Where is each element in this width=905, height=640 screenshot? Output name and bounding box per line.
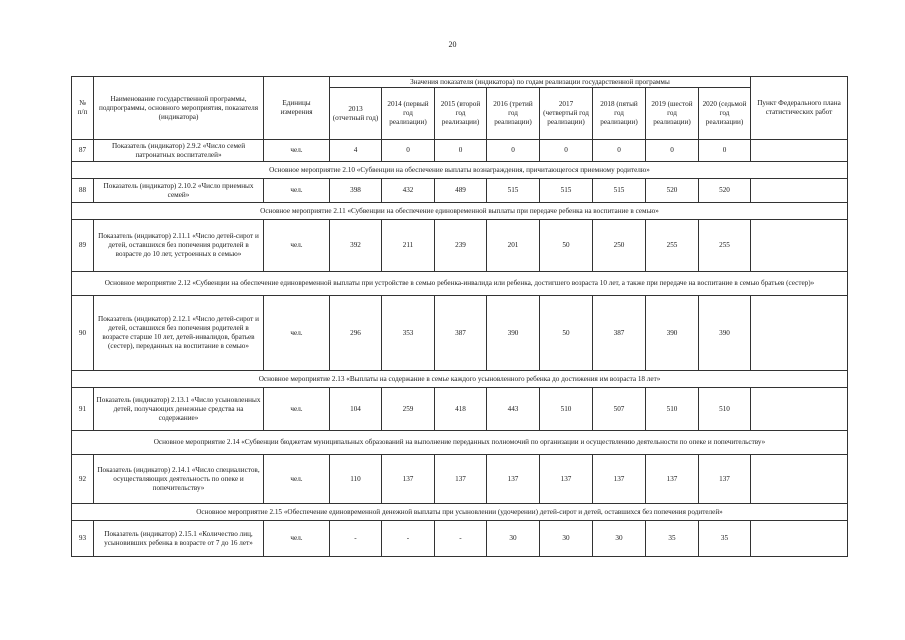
value-cell: 4	[330, 140, 382, 162]
header-year: 2013 (отчетный год)	[330, 88, 382, 140]
value-cell: 137	[699, 455, 751, 504]
value-cell: 30	[593, 521, 646, 557]
value-cell: 255	[699, 220, 751, 272]
section-title: Основное мероприятие 2.14 «Субвенции бюджетам муниципальных образований на выполнение переданных полномочий по организации и осуществлению деятельности по опеке и попечительству»	[72, 431, 848, 455]
value-cell: 110	[330, 455, 382, 504]
header-year: 2018 (пятый год реализации)	[593, 88, 646, 140]
value-cell: 35	[646, 521, 699, 557]
value-cell: 104	[330, 388, 382, 431]
value-cell: 398	[330, 179, 382, 203]
value-cell: -	[435, 521, 487, 557]
value-cell: 137	[382, 455, 435, 504]
unit: чел.	[264, 388, 330, 431]
header-values-group: Значения показателя (индикатора) по годам реализации государственной программы	[330, 77, 751, 88]
value-cell: 137	[487, 455, 540, 504]
section-title: Основное мероприятие 2.12 «Субвенции на обеспечение единовременной выплаты при устройстве в семью ребенка-инвалида или ребенка, достигшего возраста 10 лет, а также при передаче на воспитание в семью братьев (сестер)»	[72, 272, 848, 296]
unit: чел.	[264, 220, 330, 272]
value-cell: 515	[593, 179, 646, 203]
value-cell: 211	[382, 220, 435, 272]
header-year: 2020 (седьмой год реализации)	[699, 88, 751, 140]
value-cell: 137	[593, 455, 646, 504]
row-number: 87	[72, 140, 94, 162]
value-cell: 515	[487, 179, 540, 203]
value-cell: 137	[646, 455, 699, 504]
plan-point-cell	[751, 521, 848, 557]
table-row	[72, 521, 848, 557]
value-cell: 30	[487, 521, 540, 557]
plan-point-cell	[751, 296, 848, 371]
value-cell: 201	[487, 220, 540, 272]
value-cell: 296	[330, 296, 382, 371]
section-row	[72, 431, 848, 455]
header-year: 2015 (второй год реализации)	[435, 88, 487, 140]
value-cell: 50	[540, 220, 593, 272]
value-cell: 259	[382, 388, 435, 431]
header-year: 2019 (шестой год реализации)	[646, 88, 699, 140]
row-number: 90	[72, 296, 94, 371]
value-cell: 0	[593, 140, 646, 162]
value-cell: 0	[646, 140, 699, 162]
value-cell: 137	[435, 455, 487, 504]
header-year: 2016 (третий год реализации)	[487, 88, 540, 140]
indicator-name: Показатель (индикатор) 2.11.1 «Число детей-сирот и детей, оставшихся без попечения родителей в возрасте до 10 лет, устроенных в семью»	[94, 220, 264, 272]
row-number: 88	[72, 179, 94, 203]
table-row	[72, 179, 848, 203]
table-row	[72, 220, 848, 272]
section-title: Основное мероприятие 2.13 «Выплаты на содержание в семье каждого усыновленного ребенка до достижения им возраста 18 лет»	[72, 371, 848, 388]
section-row	[72, 162, 848, 179]
value-cell: 520	[646, 179, 699, 203]
section-row	[72, 203, 848, 220]
header-unit: Единицы измерения	[264, 77, 330, 140]
plan-point-cell	[751, 179, 848, 203]
row-number: 89	[72, 220, 94, 272]
indicator-name: Показатель (индикатор) 2.14.1 «Число специалистов, осуществляющих деятельность по опеке и попечительству»	[94, 455, 264, 504]
page-number: 20	[448, 40, 457, 49]
plan-point-cell	[751, 388, 848, 431]
value-cell: -	[382, 521, 435, 557]
row-number: 91	[72, 388, 94, 431]
header-year: 2017 (четвертый год реализации)	[540, 88, 593, 140]
header-row	[72, 77, 848, 88]
value-cell: 0	[699, 140, 751, 162]
row-number: 93	[72, 521, 94, 557]
value-cell: 137	[540, 455, 593, 504]
value-cell: 250	[593, 220, 646, 272]
value-cell: 520	[699, 179, 751, 203]
indicator-table	[71, 76, 848, 557]
unit: чел.	[264, 296, 330, 371]
plan-point-cell	[751, 455, 848, 504]
value-cell: 0	[435, 140, 487, 162]
header-num: № п/п	[72, 77, 94, 140]
value-cell: 432	[382, 179, 435, 203]
table-row	[72, 296, 848, 371]
section-title: Основное мероприятие 2.11 «Субвенции на обеспечение единовременной выплаты при передаче ребенка на воспитание в семью»	[72, 203, 848, 220]
value-cell: 0	[540, 140, 593, 162]
header-name: Наименование государственной программы, подпрограммы, основного мероприятия, показателя (индикатора)	[94, 77, 264, 140]
value-cell: 390	[699, 296, 751, 371]
indicator-name: Показатель (индикатор) 2.12.1 «Число детей-сирот и детей, оставшихся без попечения родителей в возрасте старше 10 лет, детей-инвалидов, братьев (сестер), переданных на воспитание в семью»	[94, 296, 264, 371]
value-cell: 387	[593, 296, 646, 371]
section-title: Основное мероприятие 2.10 «Субвенции на обеспечение выплаты вознаграждения, причитающегося приемному родителю»	[72, 162, 848, 179]
value-cell: 418	[435, 388, 487, 431]
unit: чел.	[264, 140, 330, 162]
section-row	[72, 371, 848, 388]
value-cell: 510	[699, 388, 751, 431]
value-cell: 515	[540, 179, 593, 203]
value-cell: 507	[593, 388, 646, 431]
value-cell: 510	[540, 388, 593, 431]
unit: чел.	[264, 521, 330, 557]
indicator-name: Показатель (индикатор) 2.15.1 «Количество лиц, усыновивших ребенка в возрасте от 7 до 16 лет»	[94, 521, 264, 557]
value-cell: 239	[435, 220, 487, 272]
unit: чел.	[264, 455, 330, 504]
value-cell: 30	[540, 521, 593, 557]
table-row	[72, 388, 848, 431]
value-cell: 510	[646, 388, 699, 431]
plan-point-cell	[751, 140, 848, 162]
section-title: Основное мероприятие 2.15 «Обеспечение единовременной денежной выплаты при усыновлении (удочерении) детей-сирот и детей, оставшихся без попечения родителей»	[72, 504, 848, 521]
indicator-name: Показатель (индикатор) 2.13.1 «Число усыновленных детей, получающих денежные средства на содержание»	[94, 388, 264, 431]
value-cell: 35	[699, 521, 751, 557]
value-cell: 390	[487, 296, 540, 371]
table-row	[72, 140, 848, 162]
value-cell: 489	[435, 179, 487, 203]
value-cell: 50	[540, 296, 593, 371]
value-cell: 390	[646, 296, 699, 371]
value-cell: 0	[382, 140, 435, 162]
value-cell: 255	[646, 220, 699, 272]
section-row	[72, 504, 848, 521]
header-year: 2014 (первый год реализации)	[382, 88, 435, 140]
indicator-name: Показатель (индикатор) 2.9.2 «Число семей патронатных воспитателей»	[94, 140, 264, 162]
plan-point-cell	[751, 220, 848, 272]
section-row	[72, 272, 848, 296]
value-cell: -	[330, 521, 382, 557]
indicator-name: Показатель (индикатор) 2.10.2 «Число приемных семей»	[94, 179, 264, 203]
value-cell: 443	[487, 388, 540, 431]
value-cell: 353	[382, 296, 435, 371]
unit: чел.	[264, 179, 330, 203]
row-number: 92	[72, 455, 94, 504]
header-plan-point: Пункт Федерального плана статистических работ	[751, 77, 848, 140]
table-row	[72, 455, 848, 504]
value-cell: 392	[330, 220, 382, 272]
value-cell: 387	[435, 296, 487, 371]
value-cell: 0	[487, 140, 540, 162]
